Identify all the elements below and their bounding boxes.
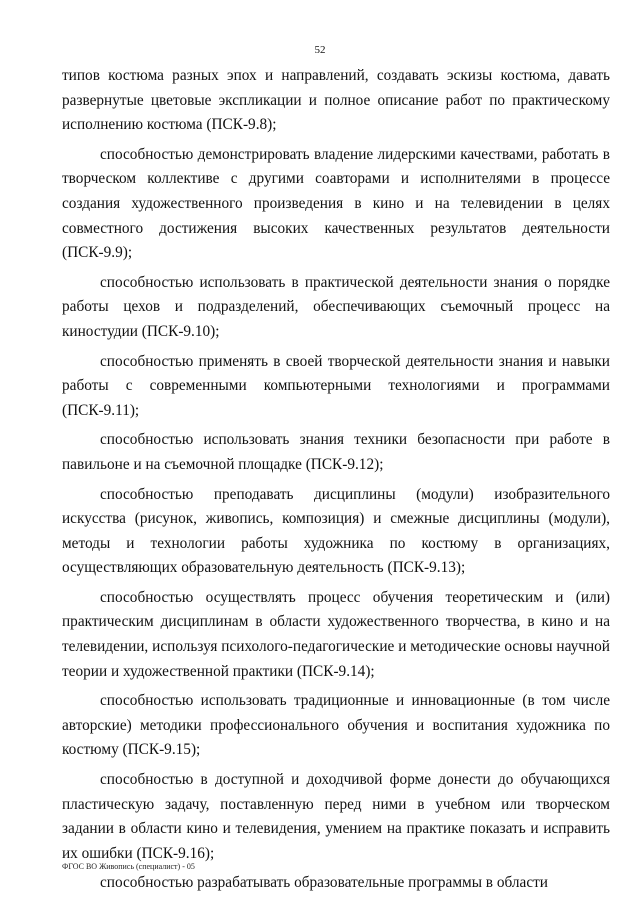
paragraph-psk-9-16: способностью в доступной и доходчивой форме донести до обучающихся пластическую задачу, поставленную перед ними в учебном или творческом задании в области кино и телевидения, умением на практике показать и исправить их ошибки (ПСК-9.16); xyxy=(62,771,610,862)
page-number: 52 xyxy=(314,44,326,56)
paragraph-psk-9-13: способностью преподавать дисциплины (модули) изобразительного искусства (рисунок, живопись, композиция) и смежные дисциплины (модули), методы и технологии работы художника по костюму в организациях, осуществляющих образовательную деятельность (ПСК-9.13); xyxy=(62,485,610,577)
paragraph-incomplete: способностью разрабатывать образовательные программы в области xyxy=(100,874,548,892)
document-body xyxy=(62,64,610,901)
paragraph-psk-9-9: способностью демонстрировать владение лидерскими качествами, работать в творческом коллективе с другими соавторами и исполнителями в процессе создания художественного произведения в кино и на телевидении в целях совместного достижения высоких качественных результатов деятельности (ПСК-9.9); xyxy=(62,145,610,262)
paragraph-psk-9-14: способностью осуществлять процесс обучения теоретическим и (или) практическим дисциплинам в области художественного творчества, в кино и на телевидении, используя психолого-педагогические и методические основы научной теории и художественной практики (ПСК-9.14); xyxy=(62,588,610,680)
paragraph-psk-9-12: способностью использовать знания техники безопасности при работе в павильоне и на съемочной площадке (ПСК-9.12); xyxy=(62,431,610,473)
page-footer: ФГОС ВО Живопись (специалист) - 05 xyxy=(62,862,195,871)
paragraph-continuation: типов костюма разных эпох и направлений, создавать эскизы костюма, давать развернутые цветовые экспликации и полное описание работ по практическому исполнению костюма (ПСК-9.8); xyxy=(62,67,610,134)
paragraph-psk-9-15: способностью использовать традиционные и инновационные (в том числе авторские) методики профессионального обучения и воспитания художника по костюму (ПСК-9.15); xyxy=(62,692,610,759)
paragraph-psk-9-10: способностью использовать в практической деятельности знания о порядке работы цехов и подразделений, обеспечивающих съемочный процесс на киностудии (ПСК-9.10); xyxy=(62,273,610,340)
paragraph-psk-9-11: способностью применять в своей творческой деятельности знания и навыки работы с современными компьютерными технологиями и программами (ПСК-9.11); xyxy=(62,352,610,419)
